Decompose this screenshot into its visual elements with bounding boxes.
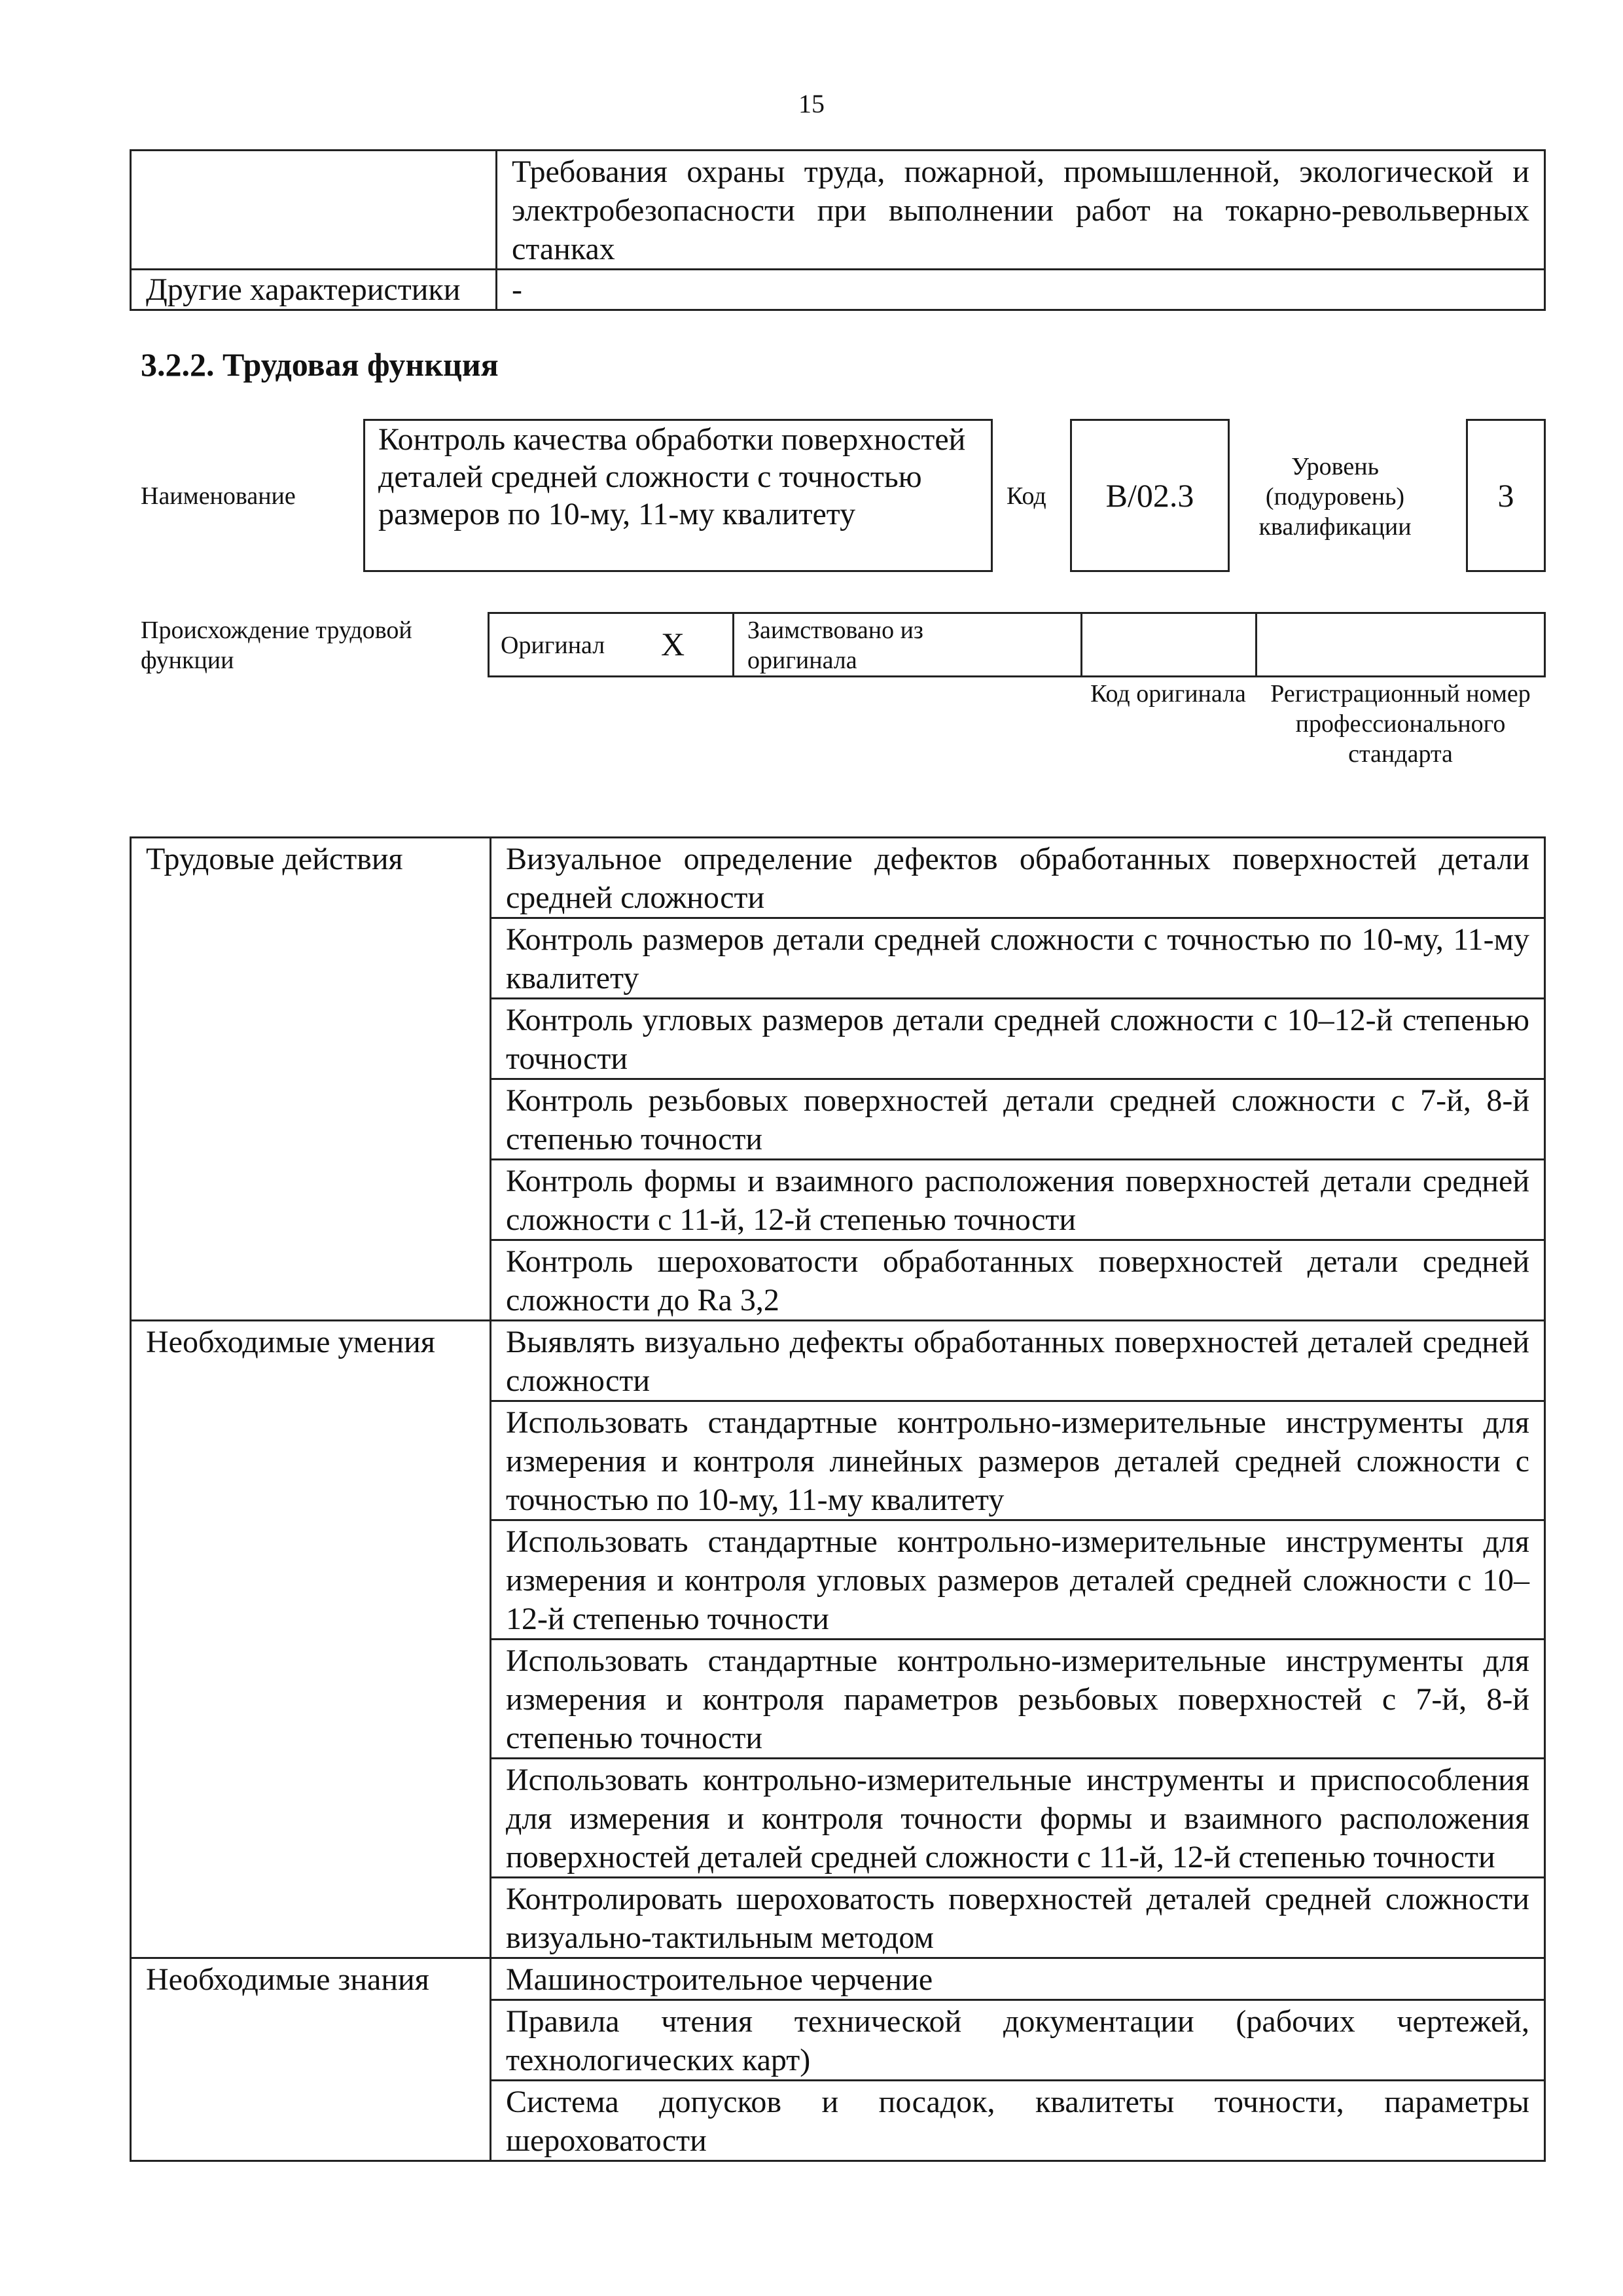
page-number: 15 [798, 89, 825, 118]
requirements-text: Требования охраны труда, пожарной, промышленной, экологической и электробезопасности при выполнении работ на токарно-револьверных станках [497, 151, 1545, 270]
function-name-box [363, 419, 993, 572]
labor-actions-label: Трудовые действия [131, 838, 491, 1321]
main-table [130, 836, 1546, 2162]
original-mark: X [661, 626, 685, 662]
required-skills-item: Выявлять визуально дефекты обработанных поверхностей деталей средней сложности [491, 1321, 1545, 1401]
level-value: 3 [1497, 477, 1514, 514]
required-knowledge-label: Необходимые знания [131, 1958, 491, 2161]
required-knowledge-item: Правила чтения технической документации (рабочих чертежей, технологических карт) [491, 2000, 1545, 2081]
table-row [131, 1321, 1545, 1401]
required-knowledge-item: Машиностроительное черчение [491, 1958, 1545, 2000]
labor-actions-item: Контроль шероховатости обработанных поверхностей детали средней сложности до Ra 3,2 [491, 1240, 1545, 1321]
required-skills-item: Использовать стандартные контрольно-измерительные инструменты для измерения и контроля линейных размеров деталей средней сложности с точностью по 10-му, 11-му квалитету [491, 1401, 1545, 1520]
section-heading: 3.2.2. Трудовая функция [141, 346, 499, 383]
labor-actions-item: Контроль размеров детали средней сложности с точностью по 10-му, 11-му квалитету [491, 918, 1545, 999]
other-characteristics-label: Другие характеристики [131, 270, 497, 310]
borrowed-label: Заимствовано из оригинала [747, 617, 923, 674]
origin-label: Происхождение трудовой функции [141, 617, 412, 674]
function-code: В/02.3 [1105, 477, 1194, 514]
code-label: Код [1007, 482, 1046, 510]
required-skills-item: Использовать контрольно-измерительные инструменты и приспособления для измерения и контроля точности формы и взаимного расположения поверхностей деталей средней сложности с 11-й, 12-й степенью точности [491, 1759, 1545, 1878]
code-box [1070, 419, 1230, 572]
level-box [1466, 419, 1546, 572]
labor-actions-item: Контроль угловых размеров детали средней сложности с 10–12-й степенью точности [491, 999, 1545, 1079]
table-row [131, 838, 1545, 918]
registration-number-caption: Регистрационный номер профессионального стандарта [1270, 680, 1531, 768]
empty-label-cell [131, 151, 497, 270]
labor-actions-item: Визуальное определение дефектов обработанных поверхностей детали средней сложности [491, 838, 1545, 918]
name-label: Наименование [141, 482, 296, 510]
required-knowledge-item: Система допусков и посадок, квалитеты точности, параметры шероховатости [491, 2081, 1545, 2161]
table-row [131, 1958, 1545, 2000]
required-skills-item: Использовать стандартные контрольно-измерительные инструменты для измерения и контроля параметров резьбовых поверхностей с 7-й, 8-й степенью точности [491, 1640, 1545, 1759]
labor-actions-item: Контроль резьбовых поверхностей детали средней сложности с 7-й, 8-й степенью точности [491, 1079, 1545, 1160]
required-skills-item: Контролировать шероховатость поверхностей деталей средней сложности визуально-тактильным методом [491, 1878, 1545, 1958]
code-original-caption: Код оригинала [1090, 680, 1246, 708]
labor-actions-item: Контроль формы и взаимного расположения поверхностей детали средней сложности с 11-й, 12-й степенью точности [491, 1160, 1545, 1240]
required-skills-label: Необходимые умения [131, 1321, 491, 1958]
required-skills-item: Использовать стандартные контрольно-измерительные инструменты для измерения и контроля угловых размеров деталей средней сложности с 10–12-й степенью точности [491, 1520, 1545, 1640]
level-label: Уровень (подуровень) квалификации [1258, 453, 1412, 541]
function-name: Контроль качества обработки поверхностей деталей средней сложности с точностью размеров по 10-му, 11-му квалитету [378, 422, 966, 531]
other-characteristics-value: - [497, 270, 1545, 310]
original-label: Оригинал [501, 632, 605, 659]
top-table [130, 149, 1546, 311]
